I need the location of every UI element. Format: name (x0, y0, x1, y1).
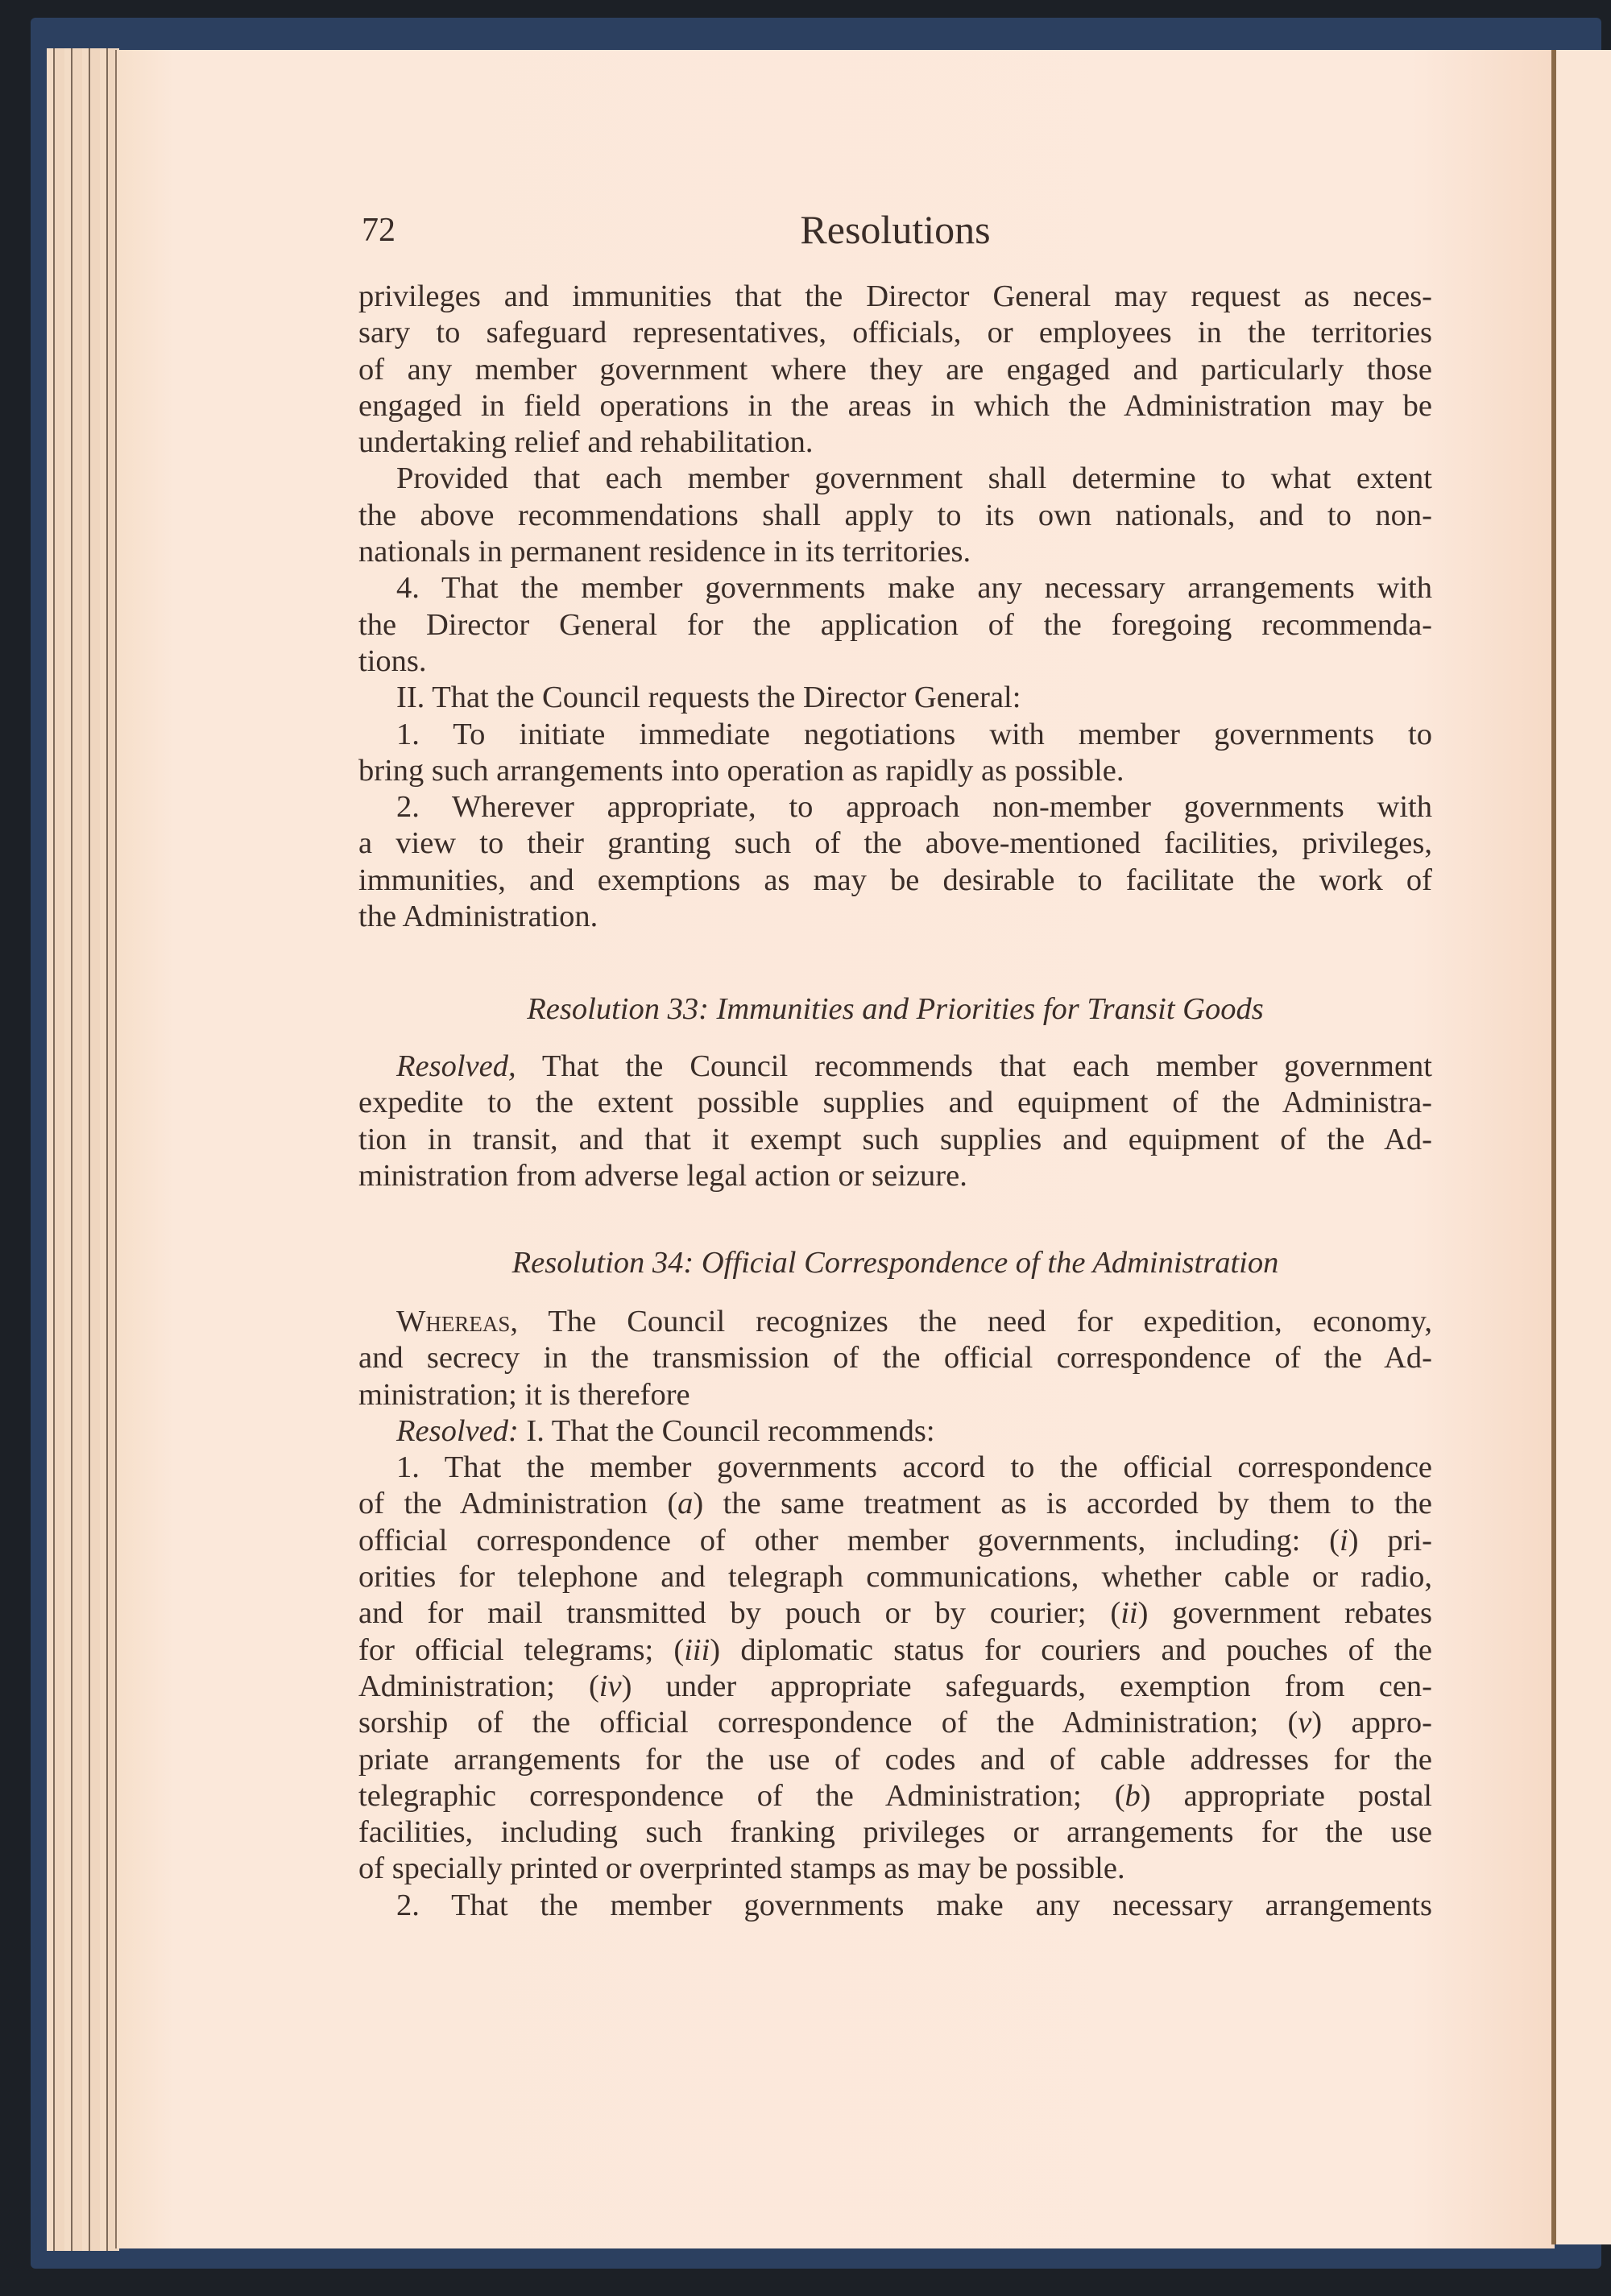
text-run: I. That the Council recommends: (518, 1413, 935, 1448)
italic-run: i (1339, 1523, 1348, 1558)
text-run: Administration; ( (358, 1669, 599, 1703)
text-run: facilities, including such franking privileges or arrangements for the use (358, 1815, 1432, 1850)
text-line (358, 424, 1432, 461)
body-text-block (358, 279, 1432, 935)
italic-run: Resolved, (396, 1049, 516, 1083)
text-line (358, 753, 1432, 789)
text-line (358, 1122, 1432, 1158)
text-run: ) under appropriate safeguards, exemption from cen- (621, 1669, 1432, 1703)
text-line (358, 1377, 1432, 1413)
text-line (358, 680, 1432, 716)
page-number: 72 (362, 212, 396, 249)
paragraph (358, 1413, 1432, 1450)
text-line (358, 534, 1432, 570)
text-run: , The Council recognizes the need for expedition, economy, (510, 1305, 1432, 1338)
text-line (358, 570, 1432, 606)
text-line (358, 388, 1432, 424)
paragraph (358, 1049, 1432, 1194)
resolution-33-heading: Resolution 33: Immunities and Priorities for Transit Goods (527, 992, 1264, 1026)
text-line (358, 1742, 1432, 1778)
text-run: ) the same treatment as is accorded by them to the (693, 1487, 1433, 1521)
text-run: priate arrangements for the use of codes and of cable addresses for the (358, 1742, 1432, 1777)
text-run: 1. That the member governments accord to the official correspondence (396, 1450, 1432, 1485)
text-run: the above recommendations shall apply to its own nationals, and to non- (358, 498, 1432, 532)
text-line (358, 1450, 1432, 1486)
italic-run: iv (598, 1669, 622, 1703)
text-run: ) appropriate postal (1140, 1778, 1432, 1813)
text-line (358, 1814, 1432, 1851)
text-line (358, 863, 1432, 899)
text-run: 2. Wherever appropriate, to approach non-member governments with (396, 790, 1432, 825)
text-line (358, 1851, 1432, 1887)
text-line (358, 1559, 1432, 1595)
text-run: and secrecy in the transmission of the official correspondence of the Ad- (358, 1341, 1432, 1376)
text-run: for official telegrams; ( (358, 1632, 685, 1667)
italic-run: Resolved: (396, 1413, 519, 1448)
text-line (358, 1413, 1432, 1450)
text-line (358, 607, 1432, 643)
text-run: tions. (358, 643, 427, 678)
text-run: sary to safeguard representatives, officials, or employees in the territories (358, 316, 1432, 350)
text-line (358, 1632, 1432, 1669)
text-line (358, 1888, 1432, 1924)
resolution-34-text (358, 1304, 1432, 1924)
paragraph (358, 789, 1432, 935)
text-line (358, 461, 1432, 497)
text-line (358, 643, 1432, 680)
paragraph (358, 1304, 1432, 1413)
text-run: immunities, and exemptions as may be desirable to facilitate the work of (358, 863, 1432, 897)
text-line (358, 789, 1432, 825)
running-head (358, 207, 1432, 259)
text-run: of any member government where they are engaged and particularly those (358, 352, 1432, 387)
text-line (358, 717, 1432, 753)
text-line (358, 1158, 1432, 1194)
text-run: ) appro- (1311, 1706, 1432, 1740)
paragraph (358, 1888, 1432, 1924)
text-line (358, 1049, 1432, 1085)
text-line (358, 825, 1432, 862)
text-run: orities for telephone and telegraph communications, whether cable or radio, (358, 1560, 1432, 1595)
resolution-34-heading: Resolution 34: Official Correspondence of the Administration (511, 1246, 1279, 1280)
text-run: engaged in field operations in the areas in which the Administration may be (358, 388, 1432, 423)
text-run: sorship of the official correspondence of the Administration; ( (358, 1706, 1298, 1740)
text-run: ) pri- (1348, 1523, 1432, 1558)
italic-run: iii (684, 1632, 710, 1667)
text-run: and for mail transmitted by pouch or by courier; ( (358, 1596, 1121, 1631)
text-run: a view to their granting such of the above-mentioned facilities, privileges, (358, 826, 1432, 861)
text-line (358, 1595, 1432, 1632)
text-run: official correspondence of other member governments, including: ( (358, 1523, 1340, 1558)
text-run: tion in transit, and that it exempt such supplies and equipment of the Ad- (358, 1122, 1432, 1156)
text-line (358, 1669, 1432, 1705)
italic-run: ii (1120, 1596, 1138, 1631)
text-run: ) diplomatic status for couriers and pouches of the (710, 1632, 1432, 1667)
paragraph (358, 680, 1432, 716)
text-line (358, 1304, 1432, 1340)
resolution-33-text (358, 1049, 1432, 1194)
text-run: ministration; it is therefore (358, 1377, 690, 1412)
italic-run: v (1298, 1706, 1312, 1740)
text-line (358, 1486, 1432, 1522)
small-caps-run: Whereas (396, 1305, 511, 1338)
text-line (358, 1705, 1432, 1741)
paragraph (358, 279, 1432, 461)
text-line (358, 279, 1432, 315)
text-line (358, 1340, 1432, 1376)
text-run: privileges and immunities that the Director General may request as neces- (358, 279, 1432, 313)
text-run: bring such arrangements into operation as rapidly as possible. (358, 753, 1124, 788)
facing-page-edge (1556, 50, 1611, 2244)
text-run: That the Council recommends that each member government (516, 1049, 1432, 1083)
text-run: 4. That the member governments make any necessary arrangements with (396, 571, 1432, 606)
paragraph (358, 717, 1432, 790)
text-run: nationals in permanent residence in its territories. (358, 535, 971, 569)
text-run: the Administration. (358, 900, 598, 934)
text-run: 1. To initiate immediate negotiations with member governments to (396, 717, 1432, 751)
paragraph (358, 570, 1432, 680)
text-run: ministration from adverse legal action or seizure. (358, 1158, 967, 1193)
text-run: 2. That the member governments make any necessary arrangements (396, 1888, 1432, 1922)
italic-run: a (677, 1487, 694, 1521)
paragraph (358, 1450, 1432, 1888)
text-run: expedite to the extent possible supplies and equipment of the Administra- (358, 1086, 1432, 1120)
italic-run: b (1124, 1778, 1141, 1813)
text-run: Provided that each member government shall determine to what extent (396, 461, 1432, 496)
text-line (358, 315, 1432, 351)
text-run: undertaking relief and rehabilitation. (358, 425, 814, 460)
page-edges (47, 48, 119, 2251)
text-line (358, 352, 1432, 388)
running-title: Resolutions (800, 207, 991, 252)
text-line (358, 1778, 1432, 1814)
text-line (358, 1085, 1432, 1121)
text-run: II. That the Council requests the Director General: (396, 681, 1021, 715)
text-run: ) government rebates (1137, 1596, 1432, 1631)
text-run: of the Administration ( (358, 1487, 678, 1521)
text-line (358, 498, 1432, 534)
text-run: of specially printed or overprinted stamps as may be possible. (358, 1851, 1125, 1886)
paragraph (358, 461, 1432, 570)
text-run: telegraphic correspondence of the Administration; ( (358, 1778, 1125, 1813)
text-line (358, 899, 1432, 935)
text-run: the Director General for the application of the foregoing recommenda- (358, 607, 1432, 642)
text-line (358, 1523, 1432, 1559)
